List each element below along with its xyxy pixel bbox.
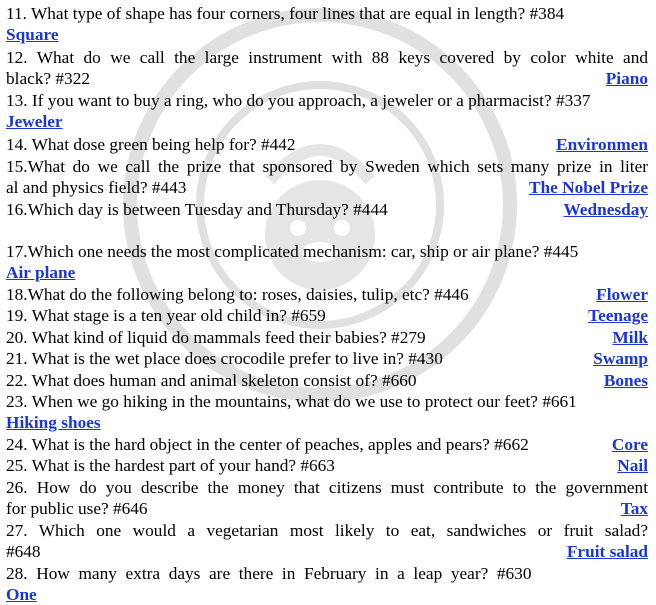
question-20: 20. What kind of liquid do mammals feed their babies? #279 bbox=[6, 328, 426, 347]
answer-15: The Nobel Prize bbox=[528, 178, 648, 197]
question-19: 19. What stage is a ten year old child in? #659 bbox=[6, 306, 326, 325]
question-27-cont: #648 bbox=[6, 542, 41, 561]
question-14: 14. What dose green being help for? #442 bbox=[6, 135, 296, 154]
answer-26: Tax bbox=[620, 499, 648, 518]
question-23: 23. When we go hiking in the mountains, what do we use to protect our feet? #661 bbox=[6, 392, 577, 411]
answer-18: Flower bbox=[596, 285, 648, 304]
question-25: 25. What is the hardest part of your hand? #663 bbox=[6, 456, 335, 475]
answer-11: Square bbox=[6, 25, 59, 44]
question-26-cont: for public use? #646 bbox=[6, 499, 148, 518]
question-12-cont: black? #322 bbox=[6, 69, 90, 88]
question-17: 17.Which one needs the most complicated mechanism: car, ship or air plane? #445 bbox=[6, 242, 579, 261]
answer-12: Piano bbox=[605, 69, 648, 88]
question-16: 16.Which day is between Tuesday and Thursday? #444 bbox=[6, 200, 388, 219]
question-15-cont: al and physics field? #443 bbox=[6, 178, 187, 197]
question-21: 21. What is the wet place does crocodile prefer to live in? #430 bbox=[6, 349, 443, 368]
answer-17: Air plane bbox=[6, 263, 76, 282]
answer-14: Environmen bbox=[556, 135, 648, 154]
question-11: 11. What type of shape has four corners, four lines that are equal in length? #384 bbox=[6, 4, 565, 23]
answer-16: Wednesday bbox=[563, 200, 648, 219]
question-22: 22. What does human and animal skeleton consist of? #660 bbox=[6, 371, 417, 390]
answer-19: Teenage bbox=[588, 306, 648, 325]
answer-23: Hiking shoes bbox=[6, 413, 101, 432]
answer-28: One bbox=[6, 585, 37, 604]
question-12: 12. What do we call the large instrument with 88 keys covered by color white and bbox=[6, 48, 648, 67]
answer-27: Fruit salad bbox=[566, 542, 648, 561]
question-27: 27. Which one would a vegetarian most likely to eat, sandwiches or fruit salad? bbox=[6, 521, 648, 540]
question-18: 18.What do the following belong to: roses, daisies, tulip, etc? #446 bbox=[6, 285, 469, 304]
question-28: 28. How many extra days are there in February in a leap year? #630 bbox=[6, 564, 532, 583]
question-15: 15.What do we call the prize that sponsored by Sweden which sets many prize in liter bbox=[6, 157, 648, 176]
question-26: 26. How do you describe the money that citizens must contribute to the government bbox=[6, 478, 648, 497]
answer-20: Milk bbox=[612, 328, 648, 347]
answer-21: Swamp bbox=[593, 349, 648, 368]
answer-25: Nail bbox=[617, 456, 648, 475]
question-13: 13. If you want to buy a ring, who do you approach, a jeweler or a pharmacist? #337 bbox=[6, 91, 591, 110]
answer-22: Bones bbox=[603, 371, 648, 390]
answer-24: Core bbox=[611, 435, 648, 454]
answer-13: Jeweler bbox=[6, 112, 63, 131]
question-24: 24. What is the hard object in the center of peaches, apples and pears? #662 bbox=[6, 435, 529, 454]
